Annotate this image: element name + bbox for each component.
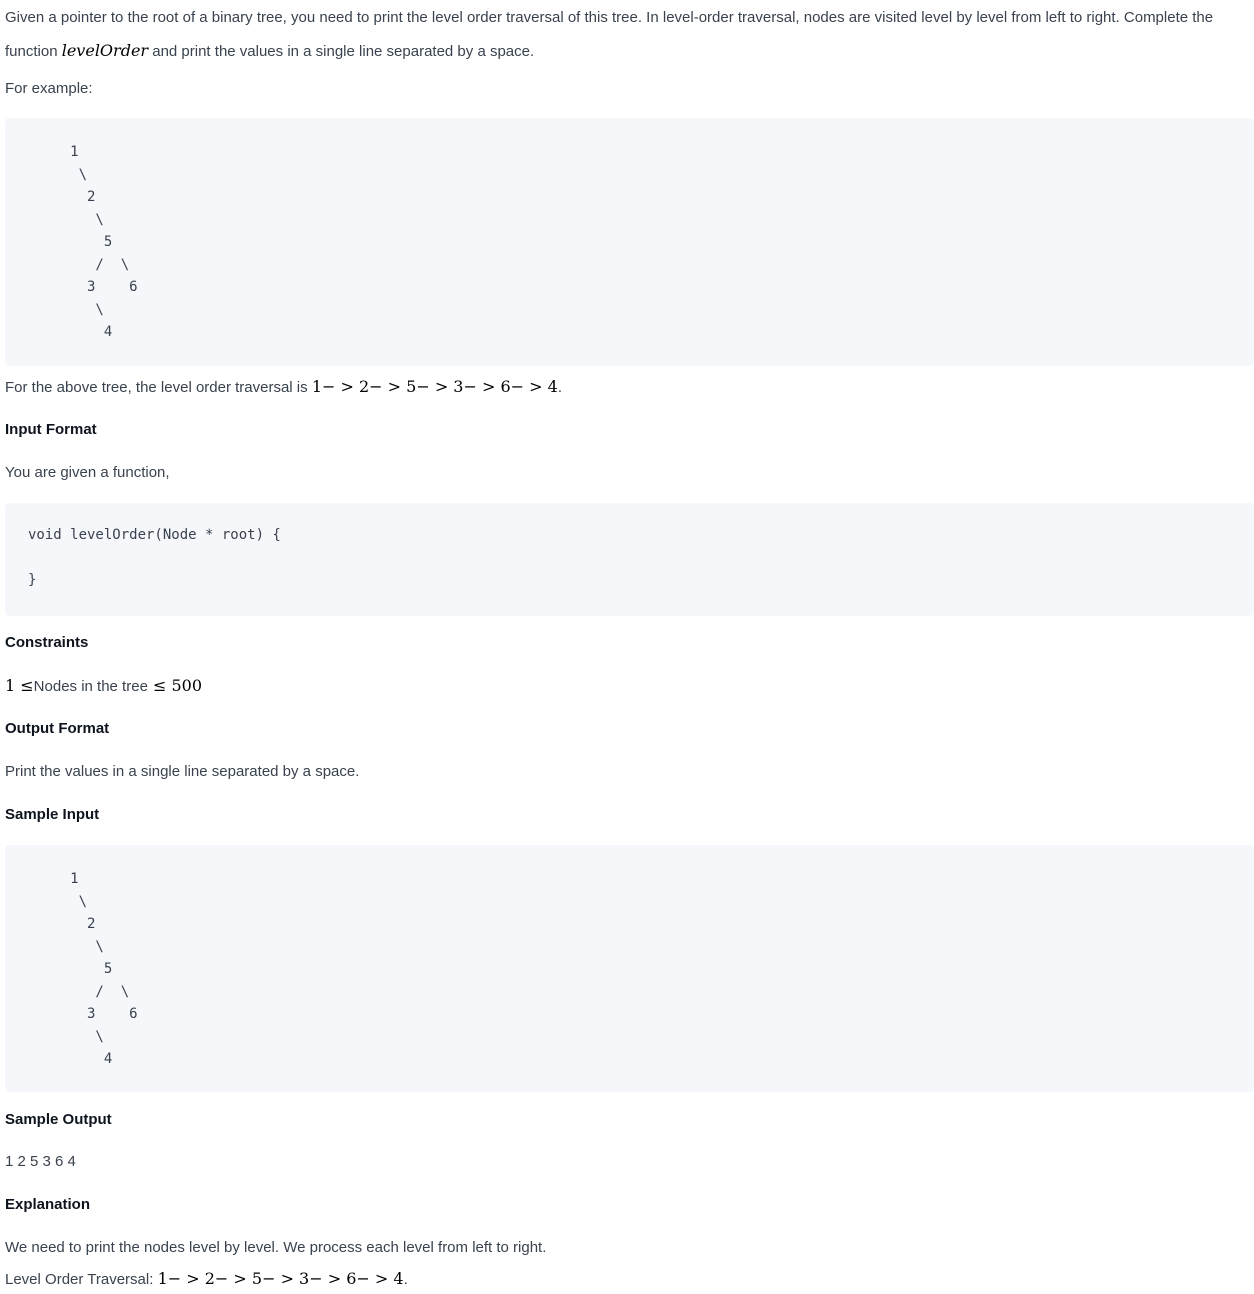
- traversal-suffix: .: [557, 379, 562, 396]
- function-signature-block: void levelOrder(Node * root) { }: [5, 503, 1254, 616]
- constraint-upper-math: ≤ 500: [147, 676, 203, 695]
- example-tree-block: 1 \ 2 \ 5 / \ 3 6 \ 4: [5, 118, 1254, 366]
- input-format-heading: Input Format: [5, 421, 97, 438]
- sample-output-text: 1 2 5 3 6 4: [5, 1153, 76, 1170]
- explanation-line2: [5, 1269, 1249, 1290]
- for-example-label: For example:: [5, 80, 93, 97]
- intro-text-part2: and print the values in a single line separated by a space.: [148, 43, 535, 60]
- problem-intro: [5, 1, 1249, 68]
- traversal-prefix: For the above tree, the level order traversal is: [5, 379, 312, 396]
- explanation-prefix: Level Order Traversal:: [5, 1271, 158, 1288]
- sample-input-block: 1 \ 2 \ 5 / \ 3 6 \ 4: [5, 845, 1254, 1092]
- constraint-lower-math: 1 ≤: [5, 676, 34, 695]
- explanation-suffix: .: [403, 1271, 408, 1288]
- constraints-text: [5, 676, 1249, 697]
- traversal-math: 1− > 2− > 5− > 3− > 6− > 4: [311, 377, 558, 396]
- sample-output-heading: Sample Output: [5, 1111, 112, 1128]
- function-name-math: levelOrder: [61, 41, 149, 60]
- traversal-sentence: [5, 377, 1249, 398]
- constraints-heading: Constraints: [5, 634, 89, 651]
- explanation-math: 1− > 2− > 5− > 3− > 6− > 4: [157, 1269, 404, 1288]
- constraint-middle-text: Nodes in the tree: [33, 678, 148, 695]
- problem-statement: [0, 1, 1249, 1290]
- output-format-text: Print the values in a single line separated by a space.: [5, 763, 360, 780]
- explanation-heading: Explanation: [5, 1196, 91, 1213]
- intro-text-part1: Given a pointer to the root of a binary tree, you need to print the level order traversal of this tree. In level-order traversal, nodes are visited level by level from left to right. Complete the function: [5, 9, 1214, 60]
- sample-input-heading: Sample Input: [5, 806, 100, 823]
- explanation-line1: We need to print the nodes level by level. We process each level from left to right.: [5, 1239, 547, 1256]
- input-format-text: You are given a function,: [5, 464, 170, 481]
- output-format-heading: Output Format: [5, 720, 110, 737]
